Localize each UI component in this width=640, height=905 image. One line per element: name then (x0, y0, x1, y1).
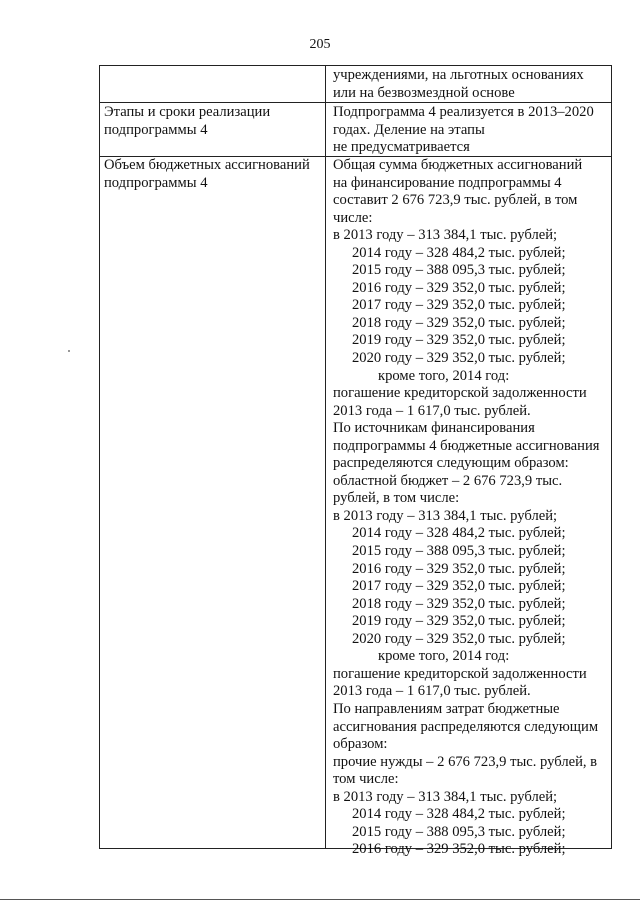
funding-line: По направлениям затрат бюджетные (333, 700, 560, 717)
funding-line: 2020 году – 329 352,0 тыс. рублей; (352, 630, 566, 647)
row2-left-cell (104, 104, 270, 139)
row2-right-cell (333, 104, 594, 157)
funding-line: 2014 году – 328 484,2 тыс. рублей; (352, 244, 566, 261)
scan-speck (68, 350, 70, 352)
funding-line: По источникам финансирования (333, 420, 535, 437)
funding-line: 2019 году – 329 352,0 тыс. рублей; (352, 332, 566, 349)
funding-line: 2017 году – 329 352,0 тыс. рублей; (352, 578, 566, 595)
funding-line: 2014 году – 328 484,2 тыс. рублей; (352, 806, 566, 823)
funding-line: прочие нужды – 2 676 723,9 тыс. рублей, в (333, 753, 598, 770)
funding-line: 2016 году – 329 352,0 тыс. рублей; (352, 279, 566, 296)
funding-line: 2015 году – 388 095,3 тыс. рублей; (352, 262, 566, 279)
funding-line: в 2013 году – 313 384,1 тыс. рублей; (333, 788, 558, 805)
funding-line: 2013 года – 1 617,0 тыс. рублей. (333, 402, 531, 419)
funding-line: 2016 году – 329 352,0 тыс. рублей; (352, 560, 566, 577)
row-label-line: Этапы и сроки реализации (104, 104, 271, 120)
page-bottom-rule (0, 899, 640, 900)
table-line: не предусматривается (333, 139, 470, 156)
funding-line: погашение кредиторской задолженности (333, 385, 587, 402)
funding-line: кроме того, 2014 год: (378, 648, 510, 665)
funding-line: рублей, в том числе: (333, 490, 460, 507)
row-label-line: подпрограммы 4 (104, 121, 208, 138)
funding-line: 2014 году – 328 484,2 тыс. рублей; (352, 525, 566, 542)
funding-line: 2015 году – 388 095,3 тыс. рублей; (352, 823, 566, 840)
funding-line: 2019 году – 329 352,0 тыс. рублей; (352, 613, 566, 630)
funding-line: подпрограммы 4 бюджетные ассигнования (333, 437, 600, 454)
funding-line: 2013 года – 1 617,0 тыс. рублей. (333, 683, 531, 700)
row3-left-cell (104, 157, 310, 192)
table-right-border (611, 65, 612, 849)
funding-line: на финансирование подпрограммы 4 (333, 174, 562, 191)
funding-line: образом: (333, 736, 388, 753)
funding-line: распределяются следующим образом: (333, 455, 569, 472)
funding-line: погашение кредиторской задолженности (333, 665, 587, 682)
funding-line: составит 2 676 723,9 тыс. рублей, в том (333, 192, 578, 209)
table-left-border (99, 65, 100, 849)
funding-line: 2017 году – 329 352,0 тыс. рублей; (352, 297, 566, 314)
funding-line: том числе: (333, 771, 399, 788)
table-line: Подпрограмма 4 реализуется в 2013–2020 (333, 104, 594, 120)
row-divider-1 (99, 102, 612, 103)
funding-line: числе: (333, 209, 373, 226)
row-label-line: Объем бюджетных ассигнований (104, 157, 310, 173)
table-line: учреждениями, на льготных основаниях (333, 67, 584, 83)
funding-line: в 2013 году – 313 384,1 тыс. рублей; (333, 227, 558, 244)
funding-line: кроме того, 2014 год: (378, 367, 510, 384)
funding-line: в 2013 году – 313 384,1 тыс. рублей; (333, 507, 558, 524)
funding-line: ассигнования распределяются следующим (333, 718, 599, 735)
row3-right-cell (333, 157, 600, 859)
table-line: годах. Деление на этапы (333, 121, 485, 138)
funding-line: областной бюджет – 2 676 723,9 тыс. (333, 472, 563, 489)
funding-line: 2018 году – 329 352,0 тыс. рублей; (352, 595, 566, 612)
funding-line: Общая сумма бюджетных ассигнований (333, 157, 583, 173)
table-line: или на безвозмездной основе (333, 84, 515, 101)
row-label-line: подпрограммы 4 (104, 174, 208, 191)
funding-line: 2015 году – 388 095,3 тыс. рублей; (352, 543, 566, 560)
table-top-border (99, 65, 612, 66)
row1-right-cell (333, 67, 584, 102)
page-number: 205 (309, 37, 331, 52)
funding-line: 2018 году – 329 352,0 тыс. рублей; (352, 314, 566, 331)
table-column-divider (325, 65, 326, 849)
funding-line: 2020 году – 329 352,0 тыс. рублей; (352, 350, 566, 367)
funding-line: 2016 году – 329 352,0 тыс. рублей; (352, 841, 566, 858)
